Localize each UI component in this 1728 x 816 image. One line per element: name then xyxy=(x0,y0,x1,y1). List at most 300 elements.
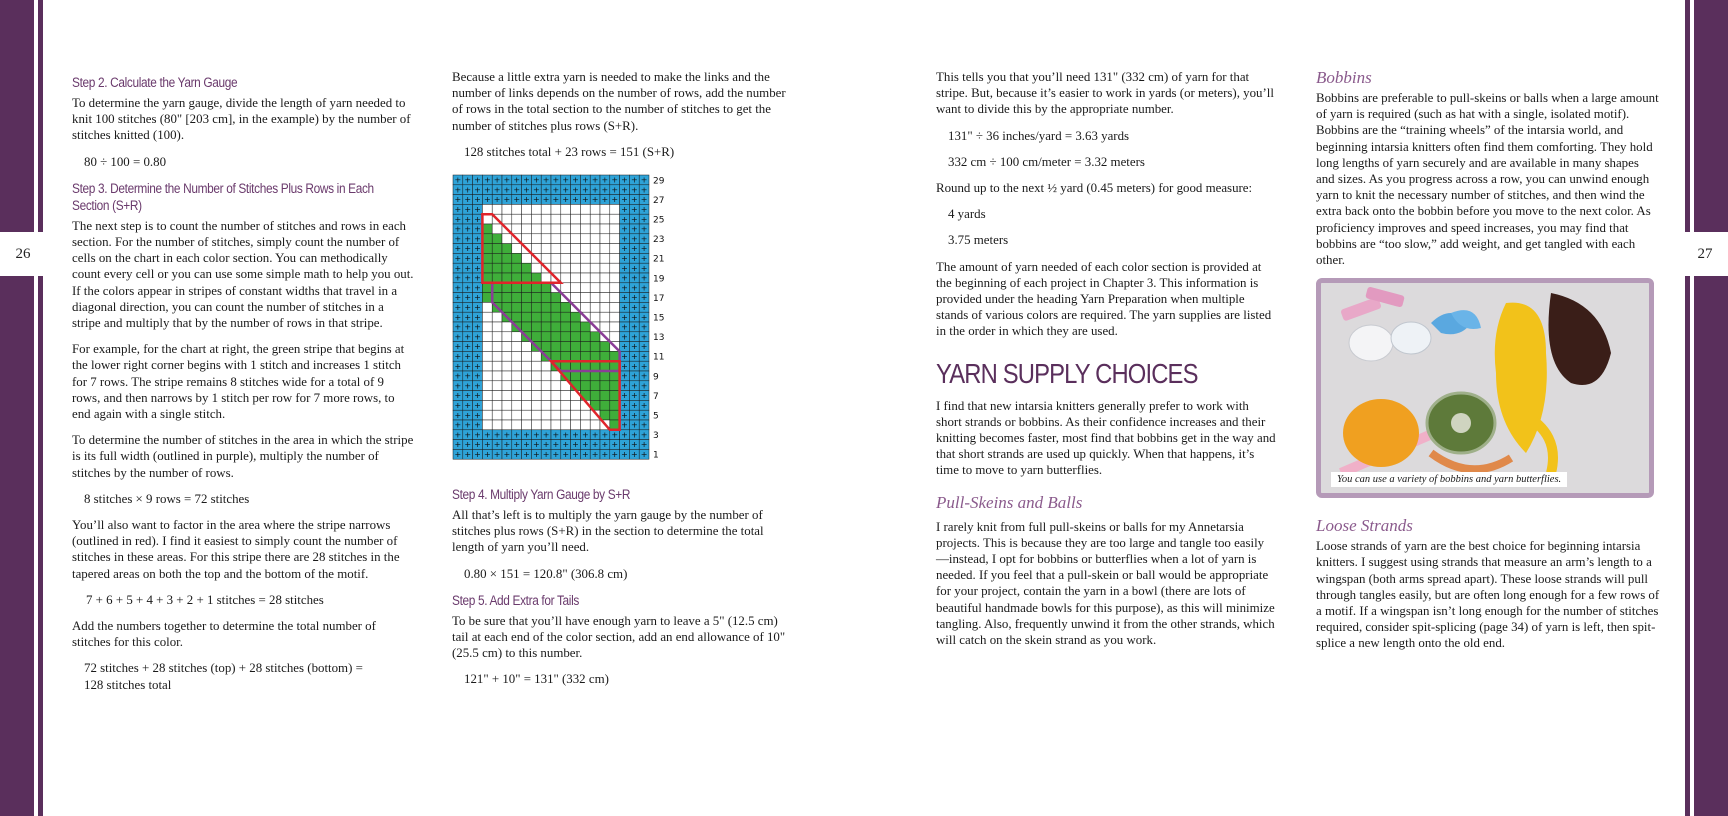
chart-cell-symbol: + xyxy=(562,450,570,460)
chart-cell xyxy=(482,410,492,420)
chart-cell xyxy=(522,312,532,322)
chart-cell xyxy=(531,214,541,224)
chart-cell-symbol: + xyxy=(493,450,501,460)
chart-cell xyxy=(492,420,502,430)
chart-cell-symbol: + xyxy=(474,303,481,313)
chart-cell xyxy=(571,293,581,303)
loose-strands-text: Loose strands of yarn are the best choice for beginning intarsia knitters. I suggest using strands that measure an arm’s length to a wingspan (both arms spread apart). These loose strands will pull through tangles easily, but are often long enough for a few rows of a motif. If a wingspan isn’t long enough for the number of stitches required, consider spit-splicing (page 34) of yarn is left, then spit-splice a new length onto the old end. xyxy=(1316,539,1660,651)
chart-row-label: 3 xyxy=(653,431,659,442)
chart-cell-symbol: + xyxy=(464,303,472,313)
photo-caption: You can use a variety of bobbins and yarn butterflies. xyxy=(1331,472,1567,487)
chart-cell xyxy=(502,273,512,283)
chart-cell xyxy=(610,273,620,283)
chart-cell xyxy=(600,400,610,410)
chart-cell-symbol: + xyxy=(474,352,481,362)
chart-cell-symbol: + xyxy=(493,195,501,205)
chart-cell xyxy=(502,293,512,303)
chart-cell xyxy=(502,263,512,273)
chart-cell xyxy=(492,312,502,322)
chart-cell-symbol: + xyxy=(454,440,462,450)
chart-cell-symbol: + xyxy=(630,244,638,254)
chart-cell xyxy=(541,400,551,410)
chart-cell-symbol: + xyxy=(454,234,462,244)
step3-text: The next step is to count the number of stitches and rows in each section. For the number of stitches, simply count the number of cells on the chart in each color section. You can methodically count every cell or you can use some simple math to help you out. If the colors appear in stripes of constant widths that travel in a diagonal direction, you can count the number of stitches in a stripe and multiply that by the number of rows in that stripe. xyxy=(72,218,414,331)
chart-cell-symbol: + xyxy=(474,234,481,244)
chart-cell xyxy=(610,361,620,371)
chart-cell xyxy=(512,351,522,361)
chart-cell xyxy=(502,214,512,224)
chart-cell xyxy=(531,351,541,361)
chart-cell xyxy=(541,361,551,371)
chart-cell xyxy=(522,214,532,224)
chart-cell xyxy=(531,371,541,381)
chart-cell-symbol: + xyxy=(630,371,638,381)
chart-cell xyxy=(551,381,561,391)
chart-cell xyxy=(502,351,512,361)
chart-cell xyxy=(580,302,590,312)
chart-cell xyxy=(531,332,541,342)
chart-cell xyxy=(580,224,590,234)
chart-cell-symbol: + xyxy=(493,175,501,185)
chart-cell-symbol: + xyxy=(464,342,472,352)
chart-cell-symbol: + xyxy=(581,430,589,440)
chart-cell-symbol: + xyxy=(454,254,462,264)
chart-cell-symbol: + xyxy=(503,175,511,185)
chart-cell-symbol: + xyxy=(630,224,638,234)
chart-cell-symbol: + xyxy=(572,430,579,440)
chart-cell xyxy=(580,381,590,391)
chart-cell xyxy=(610,312,620,322)
chart-cell-symbol: + xyxy=(621,224,628,234)
chart-cell-symbol: + xyxy=(493,430,501,440)
chart-row-label: 11 xyxy=(653,352,665,363)
chart-cell xyxy=(590,420,600,430)
chart-cell-symbol: + xyxy=(523,430,530,440)
chart-cell xyxy=(600,214,610,224)
chart-cell xyxy=(512,302,522,312)
chart-cell xyxy=(571,342,581,352)
chart-cell-symbol: + xyxy=(474,361,481,371)
chart-cell-symbol: + xyxy=(513,185,521,195)
chart-cell-symbol: + xyxy=(474,283,481,293)
chart-cell-symbol: + xyxy=(621,205,628,215)
chart-cell-symbol: + xyxy=(640,420,648,430)
chart-cell-symbol: + xyxy=(464,391,472,401)
chart-cell-symbol: + xyxy=(601,440,609,450)
add-text: Add the numbers together to determine the total number of stitches for this color. xyxy=(72,619,376,650)
chart-cell-symbol: + xyxy=(474,185,481,195)
pull-skeins-text: I rarely knit from full pull-skeins or balls for my Annetarsia projects. This is because they are too large and tangle too easily—instead, I opt for bobbins or butterflies when a lot of yarn is needed. If you feel that a pull-skein or ball would be appropriate for your project, contain the yarn in a bowl (there are lots of beautiful handmade bowls for this purpose), as this will minimize tangling. Also, frequently unwind it from the other strands, which will catch on the skein strand as you work. xyxy=(936,519,1275,648)
chart-cell xyxy=(492,332,502,342)
chart-cell xyxy=(482,224,492,234)
chart-cell-symbol: + xyxy=(621,234,628,244)
chart-cell xyxy=(590,371,600,381)
chart-cell xyxy=(482,253,492,263)
chart-cell xyxy=(571,234,581,244)
equation-meters: 332 cm ÷ 100 cm/meter = 3.32 meters xyxy=(948,154,1145,169)
chart-cell xyxy=(502,391,512,401)
right-page-column-1 xyxy=(936,69,1276,658)
step5-text: To be sure that you’ll have enough yarn to leave a 5" (12.5 cm) tail at each end of the color section, add an end allowance of 10" (25.5 cm) to this number. xyxy=(452,613,786,661)
chart-cell-symbol: + xyxy=(591,430,599,440)
chart-cell-symbol: + xyxy=(454,352,462,362)
chart-cell xyxy=(571,263,581,273)
chart-cell-symbol: + xyxy=(513,430,521,440)
chart-cell-symbol: + xyxy=(464,244,472,254)
chart-cell-symbol: + xyxy=(474,244,481,254)
chart-cell-symbol: + xyxy=(611,430,619,440)
chart-cell-symbol: + xyxy=(474,205,481,215)
chart-cell xyxy=(590,214,600,224)
chart-cell xyxy=(531,302,541,312)
chart-row-label: 5 xyxy=(653,411,659,422)
chart-cell xyxy=(512,204,522,214)
chart-cell-symbol: + xyxy=(474,312,481,322)
chart-cell-symbol: + xyxy=(601,450,609,460)
chart-cell xyxy=(522,234,532,244)
chart-cell-symbol: + xyxy=(640,234,648,244)
chart-cell xyxy=(571,253,581,263)
chart-cell-symbol: + xyxy=(464,263,472,273)
chart-cell xyxy=(522,371,532,381)
chart-cell-symbol: + xyxy=(552,440,560,450)
chart-cell xyxy=(482,273,492,283)
chart-cell xyxy=(600,361,610,371)
chart-cell-symbol: + xyxy=(601,175,609,185)
chart-cell xyxy=(531,244,541,254)
chart-cell xyxy=(522,263,532,273)
right-page-column-2 xyxy=(1316,68,1660,662)
step2-text: To determine the yarn gauge, divide the length of yarn needed to knit 100 stitches (80" [203 cm], in the example) by the number of stitches knitted (100). xyxy=(72,96,411,143)
chart-cell-symbol: + xyxy=(483,430,491,440)
chart-cell-symbol: + xyxy=(621,283,628,293)
chart-cell xyxy=(522,224,532,234)
chart-cell-symbol: + xyxy=(474,391,481,401)
chart-cell xyxy=(571,332,581,342)
chart-cell xyxy=(610,420,620,430)
chart-cell xyxy=(571,410,581,420)
chart-cell-symbol: + xyxy=(630,312,638,322)
chart-cell-symbol: + xyxy=(640,283,648,293)
chart-cell xyxy=(571,400,581,410)
chart-cell xyxy=(502,302,512,312)
chart-cell xyxy=(610,253,620,263)
chart-cell xyxy=(512,283,522,293)
chart-cell xyxy=(512,342,522,352)
chart-cell xyxy=(531,224,541,234)
chart-cell-symbol: + xyxy=(474,322,481,332)
chart-cell-symbol: + xyxy=(464,371,472,381)
chart-cell-symbol: + xyxy=(621,263,628,273)
amount-text: The amount of yarn needed of each color section is provided at the beginning of each project in Chapter 3. This information is provided under the heading Yarn Preparation when multiple stands of various colors are required. The yarn supplies are listed in the order in which they are used. xyxy=(936,259,1272,339)
chart-cell xyxy=(482,322,492,332)
chart-cell-symbol: + xyxy=(572,195,579,205)
chart-cell-symbol: + xyxy=(532,185,540,195)
chart-cell xyxy=(502,381,512,391)
chart-cell-symbol: + xyxy=(464,224,472,234)
chart-cell xyxy=(561,273,571,283)
chart-cell xyxy=(551,204,561,214)
chart-cell-symbol: + xyxy=(630,303,638,313)
chart-cell-symbol: + xyxy=(464,195,472,205)
chart-cell-symbol: + xyxy=(454,273,462,283)
chart-cell xyxy=(561,204,571,214)
chart-cell xyxy=(580,283,590,293)
chart-cell xyxy=(512,244,522,254)
chart-cell-symbol: + xyxy=(640,312,648,322)
chart-cell xyxy=(512,361,522,371)
chart-cell xyxy=(522,293,532,303)
chart-cell xyxy=(610,322,620,332)
chart-cell-symbol: + xyxy=(542,430,550,440)
chart-cell xyxy=(561,244,571,254)
chart-cell xyxy=(571,214,581,224)
chart-row-label: 9 xyxy=(653,372,659,383)
chart-cell xyxy=(551,293,561,303)
chart-cell-symbol: + xyxy=(474,332,481,342)
chart-cell-symbol: + xyxy=(542,195,550,205)
round-text: Round up to the next ½ yard (0.45 meters) for good measure: xyxy=(936,181,1253,196)
chart-cell-symbol: + xyxy=(523,195,530,205)
chart-cell xyxy=(590,273,600,283)
chart-cell xyxy=(561,332,571,342)
chart-cell xyxy=(600,302,610,312)
chart-cell-symbol: + xyxy=(503,185,511,195)
chart-cell xyxy=(492,342,502,352)
chart-cell xyxy=(551,234,561,244)
chart-row-label: 19 xyxy=(653,274,665,285)
chart-cell xyxy=(580,244,590,254)
chart-cell-symbol: + xyxy=(454,410,462,420)
chart-cell xyxy=(531,381,541,391)
chart-cell xyxy=(512,391,522,401)
chart-cell-symbol: + xyxy=(562,175,570,185)
chart-cell-symbol: + xyxy=(630,420,638,430)
chart-cell xyxy=(561,312,571,322)
chart-cell-symbol: + xyxy=(503,430,511,440)
chart-cell xyxy=(531,361,541,371)
chart-cell-symbol: + xyxy=(581,185,589,195)
chart-cell-symbol: + xyxy=(621,175,628,185)
chart-cell xyxy=(561,283,571,293)
chart-cell-symbol: + xyxy=(621,352,628,362)
chart-cell-symbol: + xyxy=(621,420,628,430)
chart-cell xyxy=(522,302,532,312)
chart-cell xyxy=(571,420,581,430)
chart-cell xyxy=(482,302,492,312)
chart-cell xyxy=(551,391,561,401)
chart-cell-symbol: + xyxy=(621,430,628,440)
chart-cell xyxy=(482,244,492,254)
chart-cell xyxy=(531,263,541,273)
chart-cell-symbol: + xyxy=(640,352,648,362)
chart-cell xyxy=(600,381,610,391)
chart-cell-symbol: + xyxy=(474,214,481,224)
chart-cell xyxy=(502,253,512,263)
chart-cell xyxy=(600,391,610,401)
chart-cell xyxy=(512,410,522,420)
chart-cell-symbol: + xyxy=(611,440,619,450)
chart-cell-symbol: + xyxy=(591,185,599,195)
step4-heading: Step 4. Multiply Yarn Gauge by S+R xyxy=(452,487,631,503)
chart-cell-symbol: + xyxy=(621,332,628,342)
chart-cell-symbol: + xyxy=(523,175,530,185)
chart-cell xyxy=(531,234,541,244)
chart-cell-symbol: + xyxy=(611,175,619,185)
chart-cell xyxy=(492,293,502,303)
chart-cell xyxy=(600,244,610,254)
chart-cell xyxy=(492,224,502,234)
chart-cell-symbol: + xyxy=(454,312,462,322)
chart-cell xyxy=(502,332,512,342)
chart-cell xyxy=(561,410,571,420)
chart-cell xyxy=(610,351,620,361)
chart-cell xyxy=(541,293,551,303)
chart-cell xyxy=(610,263,620,273)
chart-cell-symbol: + xyxy=(630,175,638,185)
chart-cell xyxy=(610,371,620,381)
chart-cell-symbol: + xyxy=(542,440,550,450)
chart-cell-symbol: + xyxy=(630,293,638,303)
step2-heading: Step 2. Calculate the Yarn Gauge xyxy=(72,75,238,90)
chart-cell xyxy=(571,273,581,283)
chart-cell-symbol: + xyxy=(640,381,648,391)
chart-cell-symbol: + xyxy=(621,214,628,224)
chart-cell-symbol: + xyxy=(474,440,481,450)
chart-cell-symbol: + xyxy=(474,410,481,420)
chart-cell-symbol: + xyxy=(474,254,481,264)
chart-cell-symbol: + xyxy=(572,450,579,460)
chart-cell-symbol: + xyxy=(474,450,481,460)
chart-cell-symbol: + xyxy=(474,293,481,303)
chart-cell xyxy=(610,302,620,312)
chart-cell-symbol: + xyxy=(483,175,491,185)
chart-cell-symbol: + xyxy=(630,440,638,450)
chart-cell-symbol: + xyxy=(621,391,628,401)
chart-cell-symbol: + xyxy=(454,244,462,254)
chart-cell xyxy=(561,263,571,273)
chart-cell-symbol: + xyxy=(611,450,619,460)
chart-cell-symbol: + xyxy=(464,401,472,411)
chart-cell xyxy=(512,214,522,224)
chart-cell xyxy=(561,322,571,332)
chart-cell xyxy=(590,204,600,214)
chart-cell-symbol: + xyxy=(640,430,648,440)
chart-cell-symbol: + xyxy=(562,430,570,440)
equation-total-line1: 72 stitches + 28 stitches (top) + 28 stitches (bottom) = xyxy=(84,661,363,676)
chart-cell xyxy=(482,234,492,244)
chart-cell xyxy=(551,420,561,430)
chart-cell xyxy=(561,302,571,312)
chart-cell xyxy=(600,224,610,234)
chart-cell xyxy=(580,293,590,303)
chart-cell-symbol: + xyxy=(464,410,472,420)
chart-cell xyxy=(551,351,561,361)
chart-cell xyxy=(541,381,551,391)
chart-cell-symbol: + xyxy=(601,185,609,195)
bobbins-photo-illustration xyxy=(1321,283,1651,495)
chart-cell-symbol: + xyxy=(503,450,511,460)
chart-cell-symbol: + xyxy=(562,195,570,205)
chart-cell xyxy=(580,371,590,381)
chart-cell-symbol: + xyxy=(640,391,648,401)
chart-cell xyxy=(580,234,590,244)
chart-cell xyxy=(551,332,561,342)
chart-cell-symbol: + xyxy=(572,440,579,450)
chart-cell xyxy=(571,371,581,381)
chart-cell-symbol: + xyxy=(611,185,619,195)
chart-cell xyxy=(551,214,561,224)
chart-cell xyxy=(580,263,590,273)
chart-cell xyxy=(522,204,532,214)
chart-cell xyxy=(551,322,561,332)
chart-cell-symbol: + xyxy=(640,254,648,264)
chart-cell-symbol: + xyxy=(483,440,491,450)
chart-cell xyxy=(512,293,522,303)
chart-cell-symbol: + xyxy=(474,175,481,185)
chart-row-label: 27 xyxy=(653,195,665,206)
bobbins-heading: Bobbins xyxy=(1316,68,1372,87)
chart-cell xyxy=(502,400,512,410)
chart-cell-symbol: + xyxy=(474,273,481,283)
chart-cell xyxy=(541,283,551,293)
chart-cell-symbol: + xyxy=(474,430,481,440)
chart-cell xyxy=(541,391,551,401)
chart-cell xyxy=(571,322,581,332)
chart-cell-symbol: + xyxy=(474,381,481,391)
chart-cell xyxy=(531,293,541,303)
chart-cell xyxy=(531,312,541,322)
chart-cell-symbol: + xyxy=(621,185,628,195)
chart-cell xyxy=(541,342,551,352)
chart-cell-symbol: + xyxy=(542,185,550,195)
chart-cell xyxy=(610,224,620,234)
chart-cell-symbol: + xyxy=(640,224,648,234)
chart-cell xyxy=(492,204,502,214)
chart-cell-symbol: + xyxy=(454,263,462,273)
chart-cell xyxy=(551,302,561,312)
chart-cell xyxy=(531,420,541,430)
chart-cell-symbol: + xyxy=(621,303,628,313)
chart-cell xyxy=(610,410,620,420)
chart-cell-symbol: + xyxy=(464,440,472,450)
chart-cell-symbol: + xyxy=(454,361,462,371)
chart-cell xyxy=(610,293,620,303)
chart-cell-symbol: + xyxy=(454,195,462,205)
chart-cell xyxy=(571,244,581,254)
left-page-column-2 xyxy=(452,69,792,698)
chart-cell xyxy=(590,253,600,263)
chart-cell-symbol: + xyxy=(474,263,481,273)
chart-cell-symbol: + xyxy=(630,401,638,411)
chart-cell xyxy=(580,332,590,342)
chart-cell-symbol: + xyxy=(454,401,462,411)
chart-cell xyxy=(551,400,561,410)
chart-cell xyxy=(492,244,502,254)
chart-cell-symbol: + xyxy=(474,342,481,352)
chart-cell xyxy=(531,400,541,410)
chart-cell xyxy=(492,361,502,371)
chart-cell xyxy=(541,322,551,332)
chart-cell xyxy=(541,224,551,234)
chart-cell xyxy=(522,381,532,391)
chart-cell xyxy=(561,342,571,352)
chart-cell xyxy=(561,361,571,371)
supply-text: I find that new intarsia knitters generally prefer to work with short strands or bobbins. As their confidence increases and their knitting becomes faster, most find that bobbins get in the way and that short strands are used up quickly. When that happens, it’s time to move to yarn butterflies. xyxy=(936,398,1276,478)
chart-cell-symbol: + xyxy=(640,293,648,303)
chart-cell xyxy=(482,283,492,293)
chart-cell xyxy=(590,351,600,361)
